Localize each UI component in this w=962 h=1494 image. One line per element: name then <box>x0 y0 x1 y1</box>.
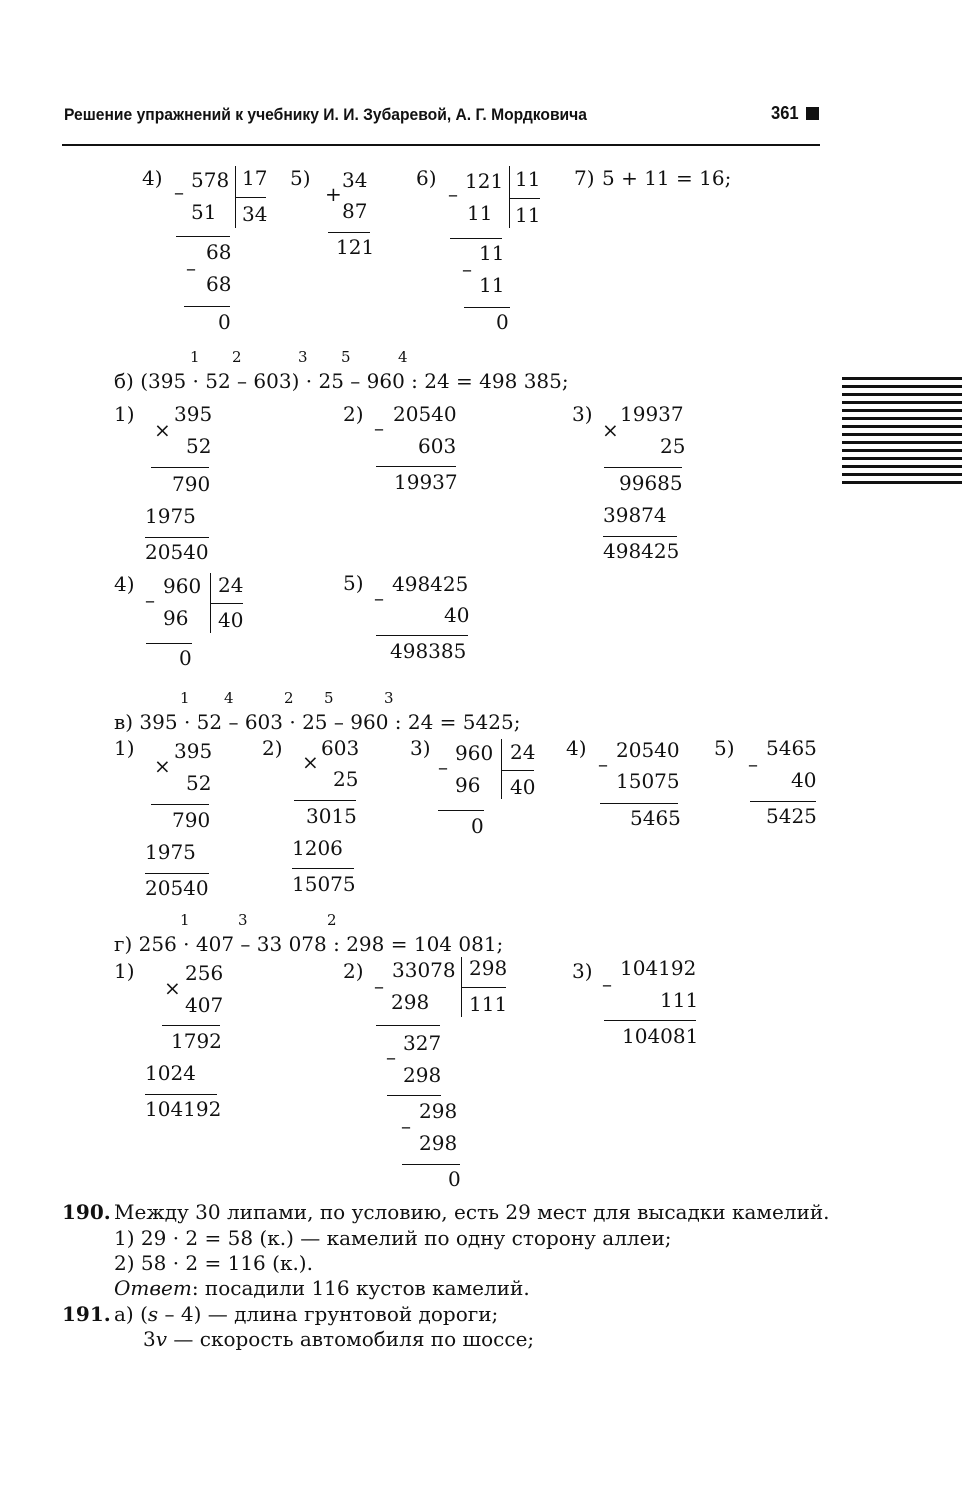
quotient: 111 <box>469 992 508 1016</box>
difference: 19937 <box>394 470 458 494</box>
partial: 11 <box>479 273 505 297</box>
page-number: 361 <box>771 103 799 123</box>
rule <box>184 306 230 307</box>
divisor-rule <box>236 197 266 198</box>
divisor-rule <box>510 198 540 199</box>
minus-sign: – <box>401 1114 411 1138</box>
rule <box>151 804 209 805</box>
times-sign: × <box>154 418 171 442</box>
item-label: 1) <box>114 736 135 760</box>
minus-sign: – <box>374 416 384 440</box>
rule <box>376 466 456 467</box>
rule <box>328 232 370 233</box>
minuend: 20540 <box>616 738 680 762</box>
item-label: 7) <box>574 166 595 190</box>
order-number: 4 <box>398 348 408 366</box>
partial-product: 1792 <box>171 1029 222 1053</box>
factor: 25 <box>333 767 359 791</box>
factor: 52 <box>186 434 212 458</box>
division-bar <box>509 166 510 228</box>
partial: 327 <box>403 1031 442 1055</box>
item-label: 2) <box>343 402 364 426</box>
divisor: 17 <box>242 166 268 190</box>
factor: 603 <box>321 736 360 760</box>
item-label: 4) <box>114 572 135 596</box>
item-label: 2) <box>262 736 283 760</box>
dividend: 960 <box>163 574 202 598</box>
subtrahend: 96 <box>455 773 481 797</box>
partial-product: 3015 <box>306 804 357 828</box>
difference: 5465 <box>630 806 681 830</box>
answer-label: Ответ <box>114 1276 192 1300</box>
rule <box>438 810 484 811</box>
problem-number: 191. <box>62 1302 111 1326</box>
order-number: 2 <box>284 689 294 707</box>
answer-line <box>114 1278 530 1298</box>
minus-sign: – <box>462 257 472 281</box>
order-number: 2 <box>232 348 242 366</box>
problem-text: Между 30 липами, по условию, есть 29 мест для высадки камелий. <box>114 1200 830 1224</box>
minuend: 498425 <box>392 572 469 596</box>
remainder: 0 <box>471 814 484 838</box>
divisor: 24 <box>510 740 536 764</box>
minuend: 104192 <box>620 956 697 980</box>
dividend: 960 <box>455 741 494 765</box>
rule <box>292 868 354 869</box>
item-label: 5) <box>343 571 364 595</box>
factor: 25 <box>660 434 686 458</box>
rule <box>145 1094 217 1095</box>
order-number: 4 <box>224 689 234 707</box>
item-label: 3) <box>410 736 431 760</box>
plus-sign: + <box>325 182 342 206</box>
item-label: 3) <box>572 959 593 983</box>
divisor-rule <box>462 987 506 988</box>
partial-product: 790 <box>172 472 211 496</box>
product: 104192 <box>145 1097 222 1121</box>
divisor: 11 <box>515 167 541 191</box>
minus-sign: – <box>438 755 448 779</box>
partial: 11 <box>479 241 505 265</box>
factor: 395 <box>174 739 213 763</box>
difference: 5425 <box>766 804 817 828</box>
subtrahend: 40 <box>791 768 817 792</box>
remainder: 0 <box>448 1167 461 1191</box>
minus-sign: – <box>602 972 612 996</box>
dividend: 121 <box>465 169 504 193</box>
factor: 395 <box>174 402 213 426</box>
divisor: 298 <box>469 956 508 980</box>
subtrahend: 40 <box>444 603 470 627</box>
minus-sign: – <box>386 1045 396 1069</box>
expression: г) 256 · 407 – 33 078 : 298 = 104 081; <box>114 932 504 956</box>
subtrahend: 11 <box>467 201 493 225</box>
order-number: 5 <box>341 348 351 366</box>
rule <box>603 536 677 537</box>
dividend: 33078 <box>392 958 456 982</box>
remainder: 0 <box>179 646 192 670</box>
text-part: а) ( <box>114 1302 148 1326</box>
sum: 121 <box>336 235 375 259</box>
product: 15075 <box>292 872 356 896</box>
divisor-rule <box>502 770 534 771</box>
minus-sign: – <box>748 752 758 776</box>
partial-product: 1206 <box>292 836 343 860</box>
rule <box>176 236 230 237</box>
partial-product: 99685 <box>619 471 683 495</box>
rule <box>145 537 209 538</box>
solution-line <box>143 1329 534 1349</box>
rule <box>145 873 209 874</box>
rule <box>464 307 510 308</box>
product: 20540 <box>145 876 209 900</box>
subtrahend: 603 <box>418 434 457 458</box>
minus-sign: – <box>145 588 155 612</box>
subtrahend: 298 <box>391 990 430 1014</box>
rule <box>604 1020 696 1021</box>
rule <box>151 467 209 468</box>
times-sign: × <box>602 418 619 442</box>
subtrahend: 111 <box>660 988 699 1012</box>
text-part: 3 <box>143 1327 156 1351</box>
remainder: 0 <box>218 310 231 334</box>
factor: 407 <box>185 993 224 1017</box>
minus-sign: – <box>186 256 196 280</box>
rule <box>450 238 502 239</box>
problem-number: 190. <box>62 1200 111 1224</box>
item-label: 3) <box>572 402 593 426</box>
running-header-title: Решение упражнений к учебнику И. И. Зубаревой, А. Г. Мордковича <box>64 105 587 124</box>
solution-step: 1) 29 · 2 = 58 (к.) — камелий по одну сторону аллеи; <box>114 1226 672 1250</box>
rule <box>294 800 356 801</box>
rule <box>376 1025 440 1026</box>
partial-product: 790 <box>172 808 211 832</box>
difference: 104081 <box>622 1024 699 1048</box>
addend: 87 <box>342 199 368 223</box>
divisor-rule <box>211 603 243 604</box>
variable: v <box>155 1327 168 1351</box>
partial: 68 <box>206 240 232 264</box>
solution-step: 2) 58 · 2 = 116 (к.). <box>114 1251 313 1275</box>
subtrahend: 96 <box>163 606 189 630</box>
solution-line <box>114 1304 498 1324</box>
remainder: 0 <box>496 310 509 334</box>
item-label: 6) <box>416 166 437 190</box>
partial-product: 1975 <box>145 504 196 528</box>
order-number: 3 <box>384 689 394 707</box>
answer-text: : посадили 116 кустов камелий. <box>191 1276 530 1300</box>
minuend: 20540 <box>393 402 457 426</box>
partial: 298 <box>419 1099 458 1123</box>
page-marker-square <box>806 107 819 120</box>
quotient: 34 <box>242 202 268 226</box>
product: 20540 <box>145 540 209 564</box>
quotient: 11 <box>515 203 541 227</box>
factor: 256 <box>185 961 224 985</box>
quotient: 40 <box>510 775 536 799</box>
times-sign: × <box>164 976 181 1000</box>
order-number: 3 <box>238 911 248 929</box>
item-label: 5) <box>714 736 735 760</box>
rule <box>146 643 192 644</box>
header-rule <box>62 144 820 146</box>
minuend: 5465 <box>766 736 817 760</box>
times-sign: × <box>302 750 319 774</box>
item-label: 2) <box>343 959 364 983</box>
partial-product: 1975 <box>145 840 196 864</box>
text-part: — скорость автомобиля по шоссе; <box>167 1327 535 1351</box>
item-label: 1) <box>114 959 135 983</box>
partial-product: 1024 <box>145 1061 196 1085</box>
factor: 52 <box>186 771 212 795</box>
minus-sign: – <box>598 752 608 776</box>
partial: 298 <box>419 1131 458 1155</box>
times-sign: × <box>154 754 171 778</box>
item-label: 4) <box>142 166 163 190</box>
minus-sign: – <box>174 180 184 204</box>
minus-sign: – <box>374 974 384 998</box>
equation: 5 + 11 = 16; <box>602 166 732 190</box>
text-part: – 4) — длина грунтовой дороги; <box>158 1302 499 1326</box>
rule <box>402 1164 460 1165</box>
expression: в) 395 · 52 – 603 · 25 – 960 : 24 = 5425; <box>114 710 521 734</box>
rule <box>750 801 816 802</box>
order-number: 1 <box>180 911 190 929</box>
variable: s <box>147 1302 159 1326</box>
order-number: 1 <box>180 689 190 707</box>
minus-sign: – <box>374 586 384 610</box>
expression: б) (395 · 52 – 603) · 25 – 960 : 24 = 498 385; <box>114 369 569 393</box>
rule <box>604 467 682 468</box>
division-bar <box>501 739 502 799</box>
partial: 68 <box>206 272 232 296</box>
addend: 34 <box>342 168 368 192</box>
rule <box>387 1095 441 1096</box>
partial: 298 <box>403 1063 442 1087</box>
partial-product: 39874 <box>603 503 667 527</box>
subtrahend: 15075 <box>616 769 680 793</box>
order-number: 1 <box>190 348 200 366</box>
item-label: 1) <box>114 402 135 426</box>
item-label: 4) <box>566 736 587 760</box>
factor: 19937 <box>620 402 684 426</box>
subtrahend: 51 <box>191 200 217 224</box>
rule <box>376 635 468 636</box>
order-number: 5 <box>324 689 334 707</box>
difference: 498385 <box>390 639 467 663</box>
order-number: 2 <box>327 911 337 929</box>
dividend: 578 <box>191 168 230 192</box>
rule <box>162 1025 220 1026</box>
minus-sign: – <box>448 182 458 206</box>
divisor: 24 <box>218 573 244 597</box>
product: 498425 <box>603 539 680 563</box>
quotient: 40 <box>218 608 244 632</box>
rule <box>600 803 678 804</box>
order-number: 3 <box>298 348 308 366</box>
item-label: 5) <box>290 166 311 190</box>
